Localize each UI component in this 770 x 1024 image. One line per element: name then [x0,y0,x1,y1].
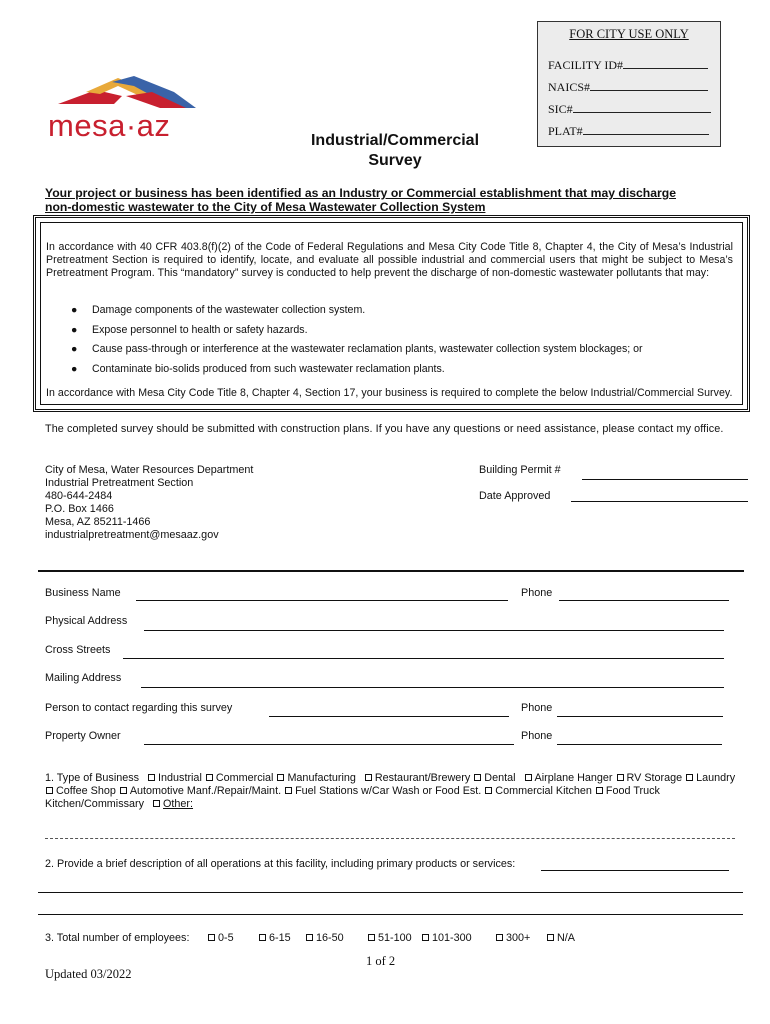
mesa-logo-mark [56,74,206,110]
q3-option[interactable]: 16-50 [305,932,344,945]
commercial-checkbox[interactable] [206,774,213,781]
bullet-item: Expose personnel to health or safety hazards. [92,324,308,336]
intro-frame [33,215,750,412]
contact-person-label: Person to contact regarding this survey [45,702,233,714]
q2-description-input[interactable] [541,870,729,871]
date-approved-input[interactable] [571,501,748,502]
bullet-dot: ● [71,324,78,336]
bullet-dot: ● [71,304,78,316]
property-owner-label: Property Owner [45,730,121,742]
bullet-item: Contaminate bio-solids produced from such wastewater reclamation plants. [92,363,445,375]
industrial-checkbox[interactable] [148,774,155,781]
q3-employees-label: 3. Total number of employees: [45,932,190,944]
intro-paragraph: In accordance with 40 CFR 403.8(f)(2) of the Code of Federal Regulations and Mesa City Code Title 8, Chapter 4, the City of Mesa’s Industrial Pretreatment Section is required to identify, locate, and evaluate all possible industrial and commercial users that might be subject to Mesa’s Pretreatment Program. This “mandatory” survey is conducted to help prevent the discharge of non-domestic wastewater pollutants that may: [46,241,733,279]
other-checkbox[interactable] [153,800,160,807]
page-title: Industrial/Commercial Survey [310,132,480,169]
q1-type-of-business: 1. Type of Business Industrial Commercial Manufacturing Restaurant/Brewery Dental Airplane Hanger RV Storage Laundry Coffee Shop Automotive Manf./Repair/Maint. Fuel Stations w/Car Wash or Food Est. Commercial Kitchen Food Truck Kitchen/Commissary Other: [45,772,736,810]
section-divider [38,570,744,572]
property-owner-input[interactable] [144,744,514,745]
q3-option[interactable]: 300+ [495,932,530,945]
phone-label: Phone [521,702,553,714]
other-description-input[interactable] [45,838,735,839]
intro-closing: In accordance with Mesa City Code Title 8, Chapter 4, Section 17, your business is required to complete the below Industrial/Commercial Survey. [46,387,733,399]
q3-option[interactable]: 6-15 [258,932,291,945]
manufacturing-checkbox[interactable] [277,774,284,781]
restaurant-checkbox[interactable] [365,774,372,781]
city-use-box [537,21,721,147]
physical-address-label: Physical Address [45,615,128,627]
bullet-item: Damage components of the wastewater collection system. [92,304,366,316]
coffee-shop-checkbox[interactable] [46,787,53,794]
q3-option[interactable]: 0-5 [207,932,234,945]
bullet-item: Cause pass-through or interference at the wastewater reclamation plants, wastewater collection system blockages; or [92,343,643,355]
commercial-kitchen-checkbox[interactable] [485,787,492,794]
naics-field[interactable]: NAICS# [548,79,708,95]
laundry-checkbox[interactable] [686,774,693,781]
owner-phone-input[interactable] [557,744,722,745]
cross-streets-input[interactable] [123,658,724,659]
physical-address-input[interactable] [144,630,724,631]
contact-person-input[interactable] [269,716,509,717]
sic-field[interactable]: SIC# [548,101,711,117]
phone-label: Phone [521,587,553,599]
mailing-address-input[interactable] [141,687,724,688]
facility-id-field[interactable]: FACILITY ID# [548,57,708,73]
bullet-dot: ● [71,343,78,355]
q2-description-line[interactable] [38,914,743,915]
submit-note: The completed survey should be submitted with construction plans. If you have any questions or need assistance, please contact my office. [45,423,724,435]
mailing-address-label: Mailing Address [45,672,122,684]
automotive-checkbox[interactable] [120,787,127,794]
food-truck-checkbox[interactable] [596,787,603,794]
building-permit-input[interactable] [582,479,748,480]
mesa-az-logo: mesa·az [48,108,171,143]
cross-streets-label: Cross Streets [45,644,111,656]
business-name-label: Business Name [45,587,121,599]
q2-description-label: 2. Provide a brief description of all operations at this facility, including primary products or services: [45,858,516,870]
headline: Your project or business has been identified as an Industry or Commercial establishment that may discharge non-domestic wastewater to the City of Mesa Wastewater Collection System [45,186,676,214]
q2-description-line[interactable] [38,892,743,893]
updated-date: Updated 03/2022 [45,967,132,981]
bullet-dot: ● [71,363,78,375]
contact-block: City of Mesa, Water Resources Department Industrial Pretreatment Section 480-644-2484 P.O. Box 1466 Mesa, AZ 85211-1466 industrialpretreatment@mesaaz.gov [45,464,254,541]
q3-option[interactable]: N/A [546,932,575,945]
business-name-input[interactable] [136,600,508,601]
date-approved-label: Date Approved [479,490,551,502]
dental-checkbox[interactable] [474,774,481,781]
q3-option[interactable]: 101-300 [421,932,472,945]
contact-phone-input[interactable] [557,716,723,717]
fuel-stations-checkbox[interactable] [285,787,292,794]
phone-label: Phone [521,730,553,742]
city-use-title: FOR CITY USE ONLY [569,27,689,41]
business-phone-input[interactable] [559,600,729,601]
airplane-hanger-checkbox[interactable] [525,774,532,781]
rv-storage-checkbox[interactable] [617,774,624,781]
q3-option[interactable]: 51-100 [367,932,412,945]
plat-field[interactable]: PLAT# [548,123,709,139]
building-permit-label: Building Permit # [479,464,561,476]
page-number: 1 of 2 [366,954,396,968]
